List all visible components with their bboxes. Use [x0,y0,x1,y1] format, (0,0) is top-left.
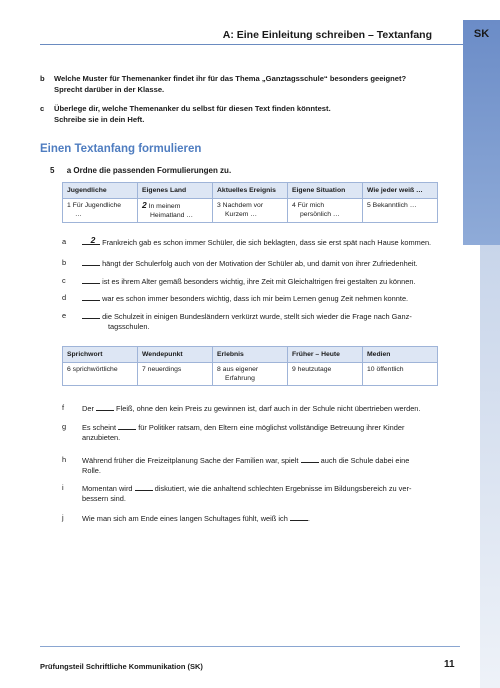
sentence-g: g Es scheint für Politiker ratsam, den Eltern eine möglichst vollständige Betreuung ihrer Kinder anzubieten. [62,422,405,442]
side-strip [480,245,500,688]
question-b [40,74,460,96]
task-5-heading [50,166,231,175]
table-header: Jugendliche [63,183,138,199]
table-header: Medien [363,347,438,363]
question-text: Überlege dir, welche Themenanker du selbst für diesen Text finden könntest. [54,104,331,113]
table-header: Aktuelles Ereignis [213,183,288,199]
table-cell: 8 aus eigener Erfahrung [213,363,288,386]
table-header-row [63,183,438,199]
question-text: Schreibe sie in dein Heft. [54,115,145,124]
task-instruction: a Ordne die passenden Formulierungen zu. [66,166,232,175]
sentence-e: e die Schulzeit in einigen Bundesländern verkürzt wurde, stellt sich wieder die Frage nach Ganz- tagsschulen. [62,311,412,331]
table-header: Erlebnis [213,347,288,363]
table-cell: 9 heutzutage [288,363,363,386]
question-text: Welche Muster für Themenanker findet ihr für das Thema „Ganztagsschule“ besonders geeignet? [54,74,407,83]
table-cell: 5 Bekanntlich … [363,199,438,223]
table-cell: 7 neuerdings [138,363,213,386]
table-row [63,363,438,386]
sentence-c: c ist es ihrem Alter gemäß besonders wichtig, ihre Zeit mit Gleichaltrigen frei gestalten zu können. [62,276,416,286]
sentence-j: j Wie man sich am Ende eines langen Schultages fühlt, weiß ich . [62,513,310,523]
footer-text: Prüfungsteil Schriftliche Kommunikation (SK) [40,662,203,671]
section-title: Einen Textanfang formulieren [40,143,202,155]
question-c [40,104,460,126]
sentence-h: h Während früher die Freizeitplanung Sache der Familien war, spielt auch die Schule dabei eine Rolle. [62,455,410,475]
table-header-row [63,347,438,363]
question-label: b [40,74,45,83]
table-cell: 4 Für mich persönlich … [288,199,363,223]
page-number: 11 [444,659,455,670]
section-tab [463,20,500,245]
section-tab-label: SK [473,28,490,40]
table-cell: 10 öffentlich [363,363,438,386]
table-cell: 6 sprichwörtliche [63,363,138,386]
phrase-table-1 [62,182,438,223]
question-label: c [40,104,45,113]
table-header: Wie jeder weiß … [363,183,438,199]
table-row [63,199,438,223]
table-header: Eigenes Land [138,183,213,199]
question-text: Sprecht darüber in der Klasse. [54,85,165,94]
sentence-f: f Der Fleiß, ohne den kein Preis zu gewinnen ist, darf auch in der Schule nicht übertrieben werden. [62,403,421,413]
handwritten-answer: 2 [90,235,96,245]
table-cell: 1 Für Jugendliche … [63,199,138,223]
table-header: Sprichwort [63,347,138,363]
table-cell: 2 In meinem Heimatland … [138,199,213,223]
sentence-b: b hängt der Schulerfolg auch von der Motivation der Schüler ab, und damit von ihrer Zufriedenheit. [62,258,418,268]
table-header: Früher – Heute [288,347,363,363]
sentence-a: a 2 Frankreich gab es schon immer Schüler, die sich beklagten, dass sie erst spät nach Hause kommen. [62,235,432,247]
page-header-title: A: Eine Einleitung schreiben – Textanfang [222,29,432,41]
header-divider [40,44,463,45]
footer-divider [40,646,460,647]
table-header: Eigene Situation [288,183,363,199]
sentence-d: d war es schon immer besonders wichtig, dass ich mir beim Lernen genug Zeit nehmen konnte. [62,293,409,303]
phrase-table-2 [62,346,438,386]
sentence-i: i Momentan wird diskutiert, wie die anhaltend schlechten Ergebnisse im Bildungsbereich zu ver- bessern sind. [62,483,412,503]
table-cell: 3 Nachdem vor Kurzem … [213,199,288,223]
task-number: 5 [50,166,55,175]
handwritten-mark: 2 [142,200,147,210]
table-header: Wendepunkt [138,347,213,363]
